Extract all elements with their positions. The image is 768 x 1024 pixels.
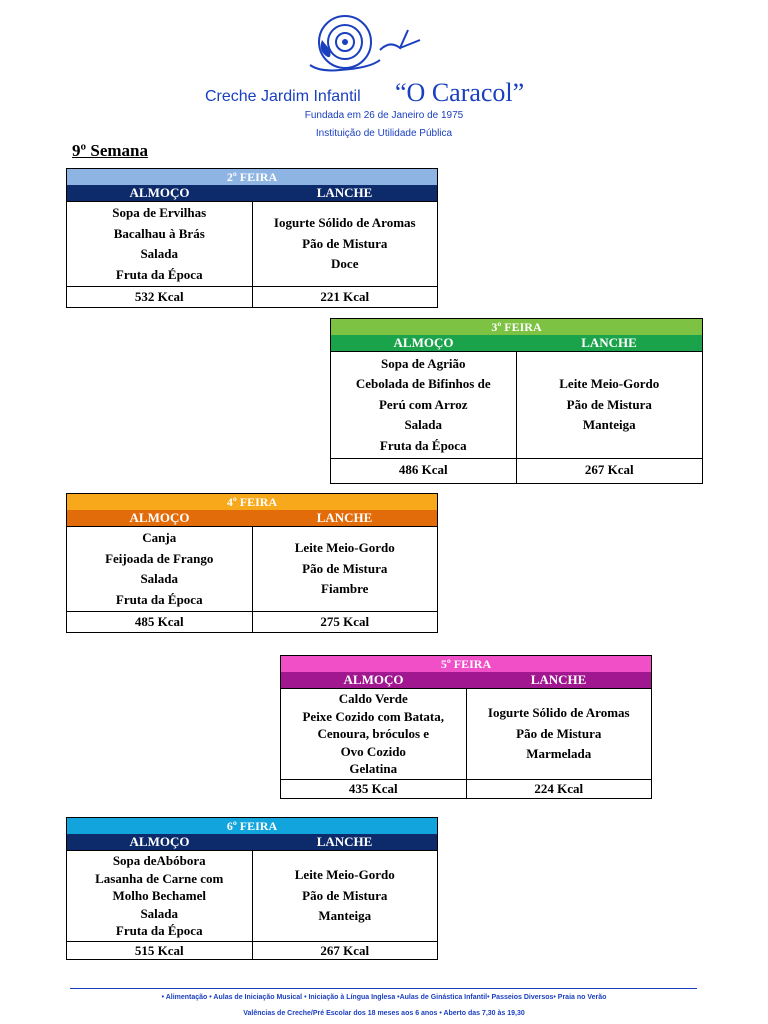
lunch-kcal: 532 Kcal (67, 287, 253, 307)
snack-item: Iogurte Sólido de Aromas (273, 215, 416, 231)
snack-item: Manteiga (582, 417, 636, 433)
lunch-item: Molho Bechamel (112, 888, 206, 904)
snack-menu (253, 527, 438, 611)
lunch-column-header: ALMOÇO (129, 834, 190, 849)
column-headers (281, 672, 651, 688)
lunch-item: Salada (140, 246, 179, 261)
day-table-tuesday (330, 318, 703, 484)
day-table-thursday (280, 655, 652, 799)
lunch-item: Salada (404, 417, 443, 433)
lunch-item: Canja (142, 530, 177, 545)
lunch-kcal: 486 Kcal (331, 459, 517, 483)
lunch-item: Fruta da Época (115, 266, 203, 282)
lunch-menu (67, 527, 253, 611)
snack-kcal: 275 Kcal (320, 614, 370, 629)
week-title: 9º Semana (72, 141, 148, 160)
snack-column-header: LANCHE (316, 185, 373, 200)
snack-kcal: 224 Kcal (534, 781, 584, 796)
lunch-menu (67, 202, 253, 286)
org-name: Creche Jardim Infantil (205, 88, 361, 105)
day-header: 6º FEIRA (67, 818, 437, 834)
lunch-item: Caldo Verde (338, 691, 408, 707)
lunch-kcal: 435 Kcal (281, 780, 467, 798)
day-table-wednesday (66, 493, 438, 633)
snack-item: Pão de Mistura (302, 887, 388, 903)
snack-menu (517, 352, 703, 458)
snack-menu (253, 851, 438, 941)
column-headers (67, 185, 437, 201)
lunch-item: Peixe Cozido com Batata, (302, 708, 445, 724)
lunch-item: Bacalhau à Brás (113, 225, 205, 241)
org-brand: “O Caracol” (395, 78, 525, 107)
lunch-item: Cenoura, bróculos e (317, 726, 430, 742)
institution-text: Instituição de Utilidade Pública (315, 128, 453, 139)
snack-item: Marmelada (526, 746, 592, 762)
lunch-column-header: ALMOÇO (393, 335, 454, 350)
day-header: 2º FEIRA (67, 169, 437, 185)
snack-column-header: LANCHE (530, 672, 587, 687)
snack-item: Doce (331, 256, 359, 272)
footer-divider (70, 988, 697, 989)
snack-column-header: LANCHE (316, 834, 373, 849)
lunch-item: Fruta da Época (379, 437, 467, 453)
footer-hours: Valências de Creche/Pré Escolar dos 18 meses aos 6 anos • Aberto das 7,30 às 19,30 (243, 1010, 525, 1017)
lunch-item: Sopa deAbóbora (112, 853, 206, 869)
lunch-item: Cebolada de Bifinhos de (355, 376, 491, 392)
lunch-item: Perú com Arroz (378, 396, 468, 412)
snack-menu (253, 202, 438, 286)
lunch-menu (281, 689, 467, 779)
snack-column-header: LANCHE (581, 335, 637, 350)
snack-kcal: 267 Kcal (584, 462, 634, 477)
day-table-friday (66, 817, 438, 960)
snack-item: Pão de Mistura (302, 235, 388, 251)
lunch-column-header: ALMOÇO (129, 510, 190, 525)
lunch-item: Fruta da Época (115, 591, 203, 607)
snack-item: Manteiga (318, 908, 372, 924)
lunch-item: Gelatina (349, 761, 398, 777)
day-header: 3º FEIRA (331, 319, 702, 335)
snack-item: Pão de Mistura (302, 560, 388, 576)
snack-kcal: 221 Kcal (320, 289, 370, 304)
day-header: 5º FEIRA (281, 656, 651, 672)
lunch-menu (67, 851, 253, 941)
column-headers (67, 510, 437, 526)
snack-item: Iogurte Sólido de Aromas (487, 705, 630, 721)
lunch-item: Sopa de Ervilhas (112, 205, 207, 220)
lunch-column-header: ALMOÇO (343, 672, 404, 687)
lunch-column-header: ALMOÇO (129, 185, 190, 200)
lunch-item: Ovo Cozido (340, 743, 406, 759)
lunch-item: Salada (140, 571, 179, 586)
day-header: 4º FEIRA (67, 494, 437, 510)
org-title (0, 78, 768, 108)
snack-item: Pão de Mistura (516, 725, 602, 741)
lunch-item: Lasanha de Carne com (95, 870, 224, 886)
snack-menu (467, 689, 652, 779)
snack-kcal: 267 Kcal (320, 943, 370, 958)
column-headers (67, 834, 437, 850)
lunch-item: Sopa de Agrião (380, 355, 466, 371)
snack-column-header: LANCHE (316, 510, 373, 525)
lunch-kcal: 485 Kcal (67, 612, 253, 632)
snack-item: Fiambre (321, 581, 369, 597)
snack-item: Leite Meio-Gordo (294, 540, 395, 556)
lunch-kcal: 515 Kcal (67, 942, 253, 959)
founded-text: Fundada em 26 de Janeiro de 1975 (304, 110, 464, 121)
snack-item: Pão de Mistura (566, 396, 652, 412)
lunch-item: Fruta da Época (115, 923, 203, 939)
lunch-menu (331, 352, 517, 458)
column-headers (331, 335, 702, 351)
day-table-monday (66, 168, 438, 308)
lunch-item: Salada (140, 905, 179, 921)
footer-services: • Alimentação • Aulas de Iniciação Musical • Iniciação à Língua Inglesa •Aulas de Ginástica Infantil• Passeios Diversos• Praia no Verão (161, 994, 607, 1001)
lunch-item: Feijoada de Frango (105, 550, 214, 566)
snail-logo (300, 10, 426, 80)
snack-item: Leite Meio-Gordo (559, 376, 660, 392)
snack-item: Leite Meio-Gordo (294, 867, 395, 883)
